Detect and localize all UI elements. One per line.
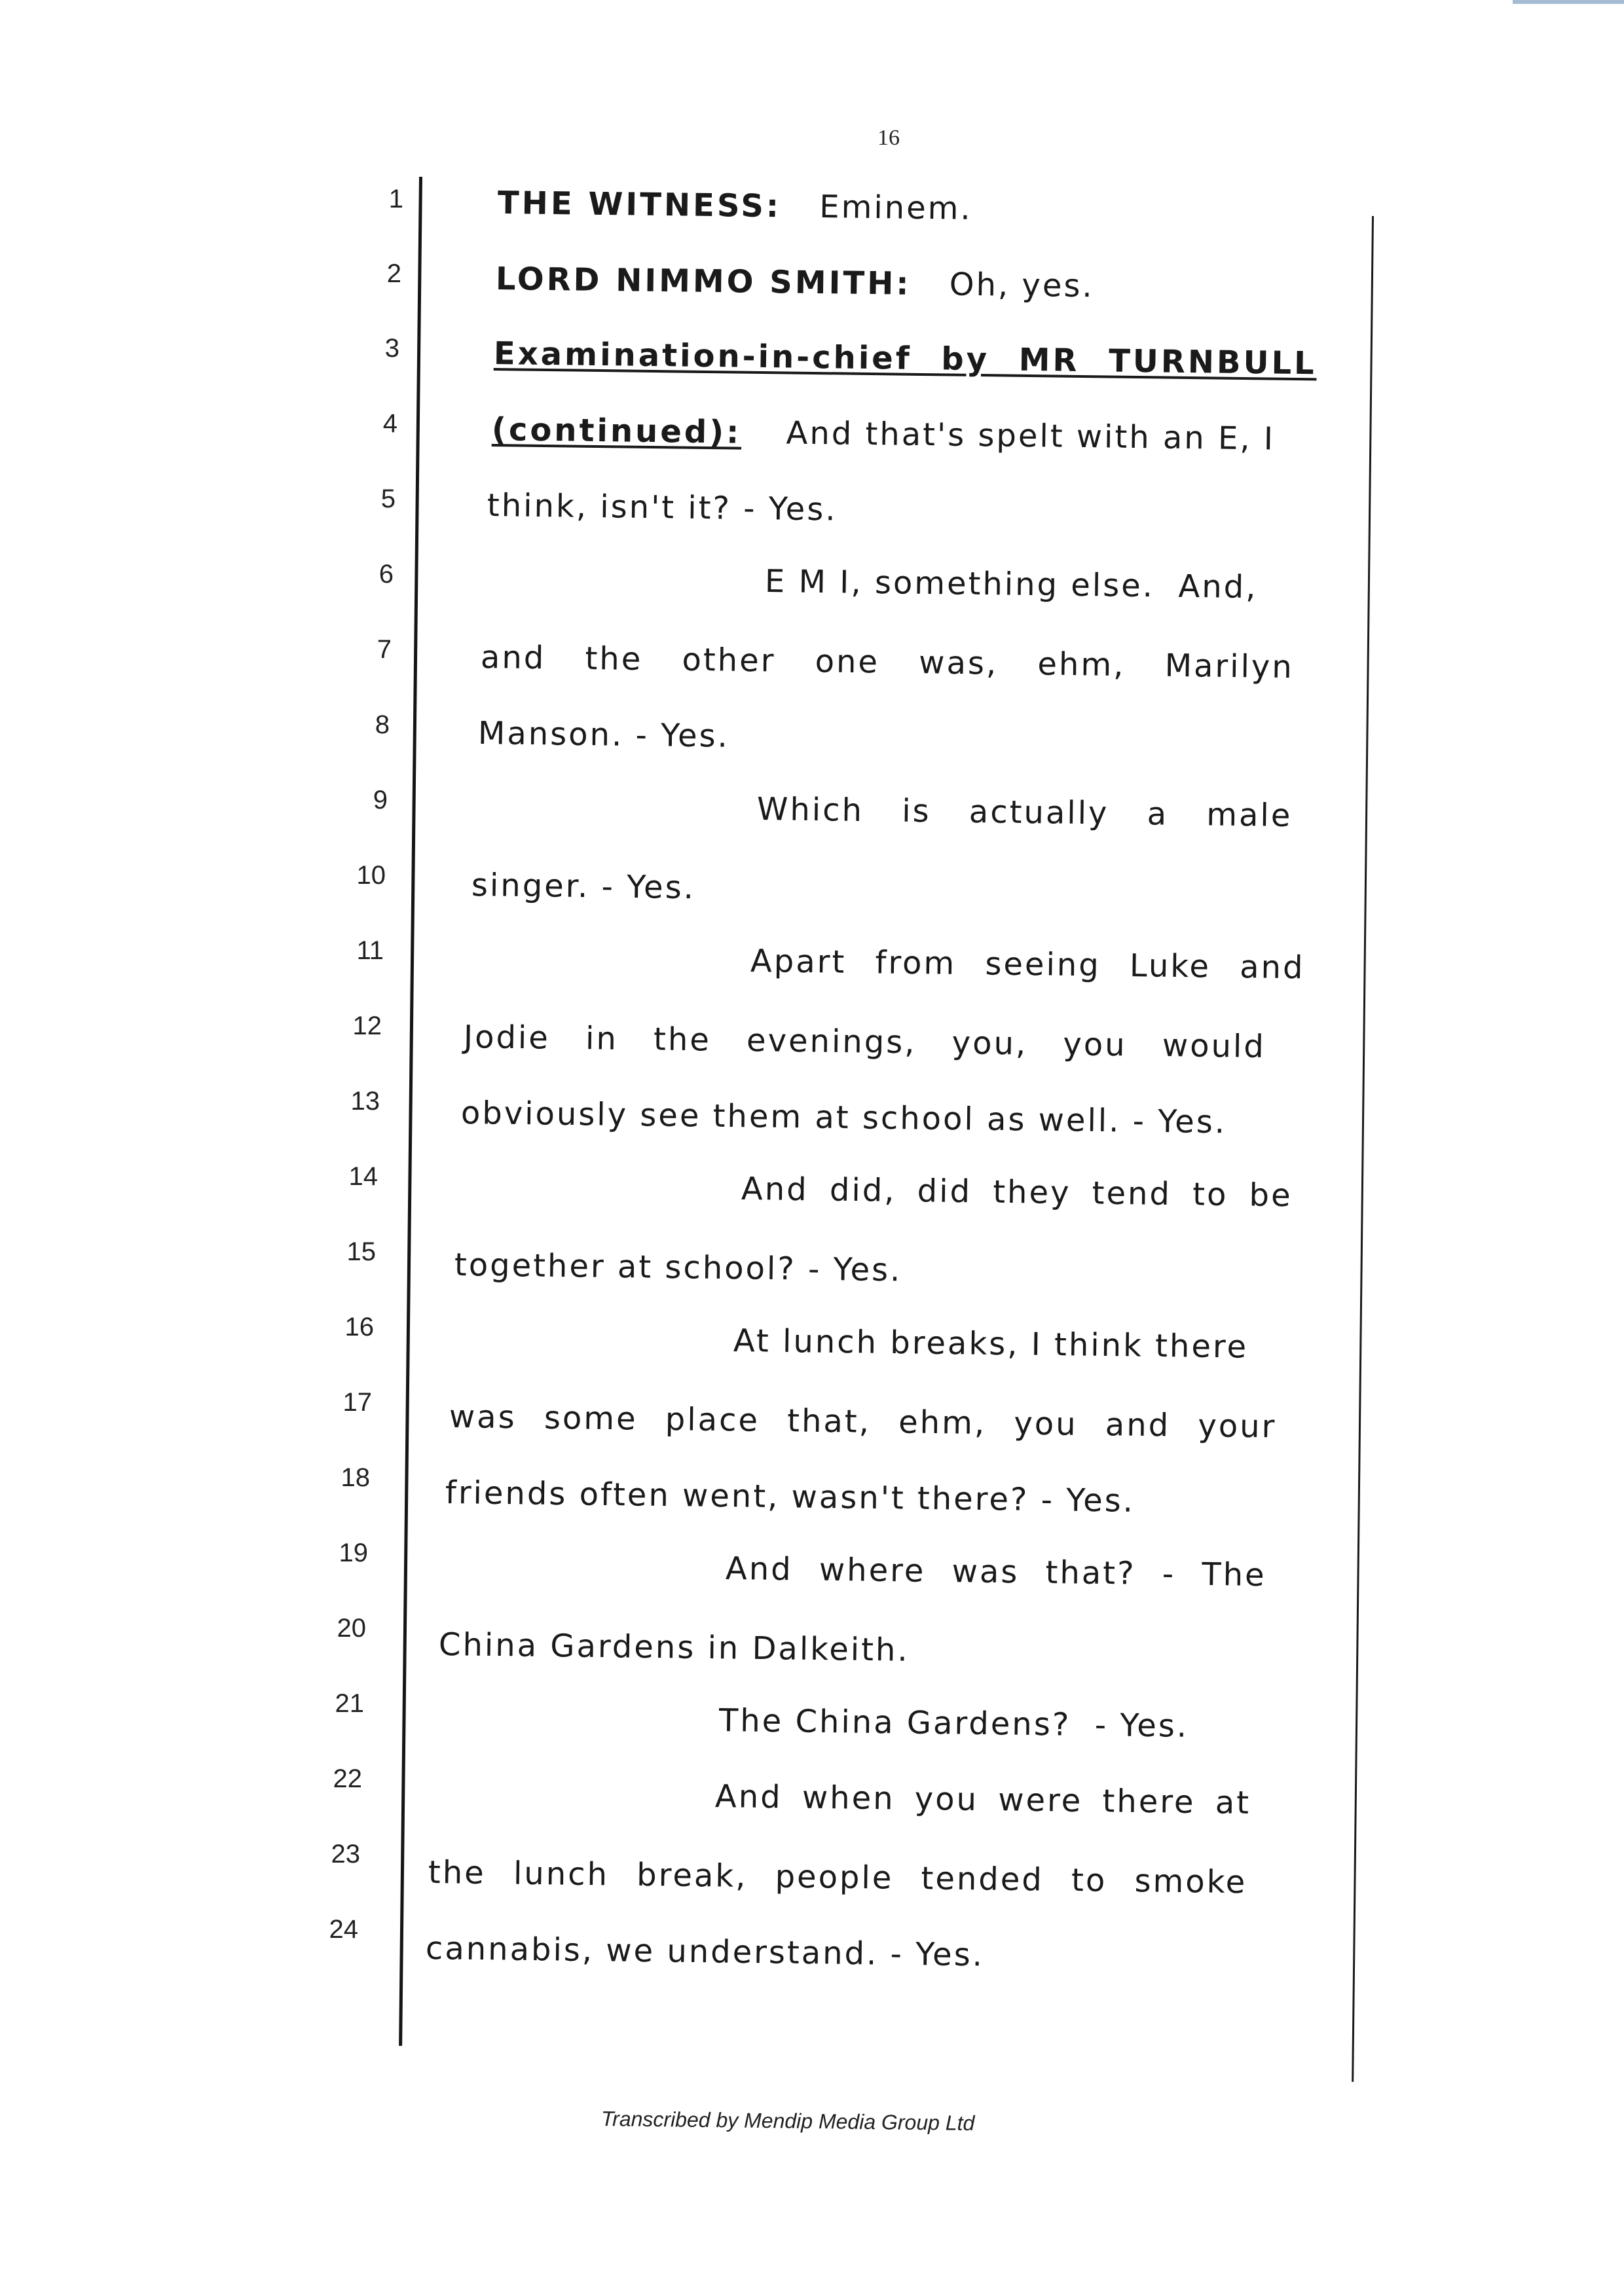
line-text: together at school? - Yes.: [454, 1247, 902, 1289]
transcript-line-17: [449, 1398, 1277, 1445]
line-number: 12: [352, 1011, 382, 1040]
line-text: Oh, yes.: [949, 266, 1095, 305]
line-number: 18: [341, 1463, 370, 1492]
transcript-line-10: [471, 867, 696, 906]
transcript-line-8: [478, 715, 730, 755]
line-number: 16: [344, 1313, 374, 1341]
line-number: 5: [380, 484, 396, 513]
line-text: think, isn't it? - Yes.: [487, 487, 838, 528]
speaker-label: THE WITNESS:: [497, 185, 782, 225]
transcript-line-19: [726, 1550, 1266, 1594]
line-number: 21: [335, 1689, 364, 1718]
line-number: 23: [331, 1840, 360, 1868]
transcript-line-11: [750, 943, 1305, 986]
line-text: China Gardens in Dalkeith.: [438, 1626, 910, 1669]
line-number: 19: [339, 1539, 368, 1567]
transcript-line-18: [445, 1474, 1135, 1520]
transcript-line-7: [481, 639, 1326, 686]
line-text: friends often went, wasn't there? - Yes.: [445, 1474, 1135, 1520]
line-text: Manson. - Yes.: [477, 715, 730, 755]
line-text: Apart from seeing Luke and: [750, 943, 1305, 987]
transcript-line-1: [498, 185, 972, 227]
line-text: The China Gardens? - Yes.: [718, 1702, 1189, 1745]
line-number: 7: [377, 635, 392, 664]
transcriber-footer: Transcribed by Mendip Media Group Ltd: [600, 2107, 975, 2135]
transcript-line-24: [426, 1930, 985, 1973]
transcript-line-23: [428, 1854, 1247, 1901]
line-number: 11: [356, 936, 384, 965]
line-text: Jodie in the evenings, you, you would: [463, 1019, 1266, 1065]
line-text: Eminem.: [819, 189, 973, 227]
transcript-line-14: [741, 1171, 1293, 1214]
line-number: 14: [348, 1162, 378, 1191]
line-number: 20: [337, 1614, 366, 1643]
line-number: 8: [375, 710, 390, 739]
speaker-label: LORD NIMMO SMITH:: [495, 261, 912, 302]
line-number: 3: [384, 334, 399, 363]
line-number: 24: [329, 1915, 358, 1944]
transcript-line-9: [757, 791, 1293, 834]
transcript-line-16: [733, 1322, 1249, 1366]
left-margin-rule: [399, 177, 422, 2046]
line-text: And that's spelt with an E, I: [786, 414, 1276, 458]
line-text: E M I, something else. And,: [764, 563, 1258, 606]
line-number: 22: [333, 1764, 362, 1793]
line-text: was some place that, ehm, you and your: [449, 1398, 1277, 1446]
line-text: And when you were there at: [714, 1778, 1251, 1821]
line-text: cannabis, we understand. - Yes.: [425, 1930, 985, 1974]
transcript-line-12: [464, 1019, 1266, 1065]
line-number: 2: [386, 259, 401, 288]
line-number: 1: [388, 185, 403, 213]
line-number: 17: [342, 1388, 372, 1417]
line-number: 6: [378, 560, 394, 589]
transcript-line-3: [494, 335, 1339, 382]
line-text: obviously see them at school as well. - Yes.: [460, 1095, 1227, 1141]
line-text: and the other one was, ehm, Marilyn: [480, 639, 1295, 686]
line-text: And where was that? - The: [725, 1550, 1266, 1594]
line-number: 4: [382, 409, 397, 438]
right-margin-rule: [1352, 216, 1374, 2082]
line-number: 13: [350, 1087, 380, 1116]
transcript-line-15: [454, 1247, 902, 1288]
transcript-line-4: [492, 411, 1276, 458]
line-text: the lunch break, people tended to smoke: [428, 1854, 1247, 1901]
examination-heading: Examination-in-chief by MR TURNBULL: [493, 335, 1318, 382]
transcript-line-6: [765, 563, 1258, 606]
page-number: 16: [877, 126, 900, 150]
transcript-line-2: [496, 261, 1094, 304]
line-number: 15: [346, 1237, 376, 1266]
line-number: 10: [356, 861, 386, 890]
line-text: Which is actually a male: [756, 791, 1293, 834]
transcript-line-22: [715, 1778, 1251, 1821]
examination-heading-continued: (continued):: [491, 411, 742, 451]
line-text: singer. - Yes.: [471, 867, 696, 907]
transcript-line-5: [487, 487, 838, 528]
line-number: 9: [373, 786, 388, 814]
scan-corner-mark: [1513, 0, 1624, 4]
line-text: At lunch breaks, I think there: [733, 1322, 1249, 1366]
line-text: And did, did they tend to be: [741, 1171, 1293, 1214]
transcript-line-13: [461, 1095, 1227, 1140]
transcript-line-21: [719, 1702, 1189, 1745]
transcript-line-20: [439, 1626, 910, 1669]
